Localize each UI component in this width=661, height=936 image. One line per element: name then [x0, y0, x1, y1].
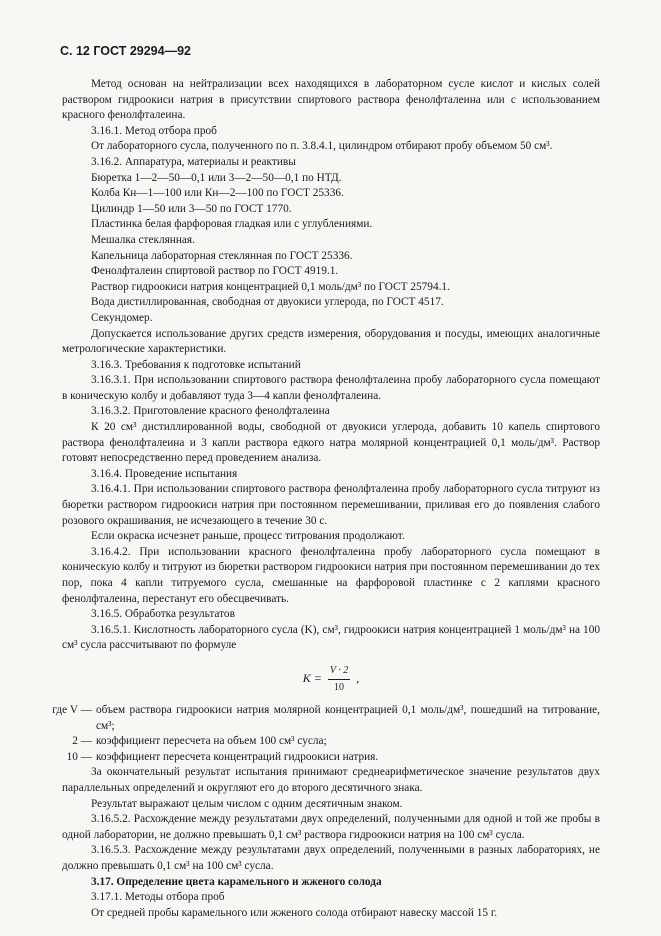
section-heading: 3.17. Определение цвета карамельного и жженого солода	[91, 875, 382, 888]
section-heading: 3.16.2. Аппаратура, материалы и реактивы	[91, 155, 296, 168]
paragraph: 3.16.5.3. Расхождение между результатами двух определений, полученными в разных лабораториях, не должно превышать 0,1 см³ на 100 см³ сусла.	[62, 844, 600, 872]
list-item: Раствор гидроокиси натрия концентрацией 0,1 моль/дм³ по ГОСТ 25794.1.	[91, 280, 450, 293]
legend-symbol: 2 —	[72, 735, 92, 748]
list-item: Секундомер.	[91, 311, 153, 324]
paragraph: 3.16.5.1. Кислотность лабораторного сусла (K), см³, гидроокиси натрия концентрацией 1 моль/дм³ на 100 см³ сусла рассчитывают по формуле	[62, 623, 600, 652]
list-item: Колба Кн—1—100 или Кн—2—100 по ГОСТ 25336.	[91, 187, 344, 200]
paragraph: Допускается использование других средств измерения, оборудования и посуды, имеющих аналогичные метрологические характеристики.	[62, 327, 600, 356]
formula-numerator: V · 2	[328, 663, 350, 680]
legend-text: объем раствора гидроокиси натрия молярной концентрацией 0,1 моль/дм³, пошедший на титрование, см³;	[96, 703, 600, 732]
section-heading: 3.16.5. Обработка результатов	[91, 608, 235, 621]
list-item: Вода дистиллированная, свободная от двуокиси углерода, по ГОСТ 4517.	[91, 296, 444, 309]
document-body	[52, 77, 600, 921]
legend-text: коэффициент пересчета концентраций гидроокиси натрия.	[96, 750, 379, 763]
paragraph: 3.16.5.2. Расхождение между результатами двух определений, полученными для одной и той же пробы в одной лаборатории, не должно превышать 0,1 см³ раствора гидроокиси натрия на 100 см³ сусла.	[62, 813, 600, 841]
legend-symbol: 10 —	[66, 750, 92, 763]
paragraph: От лабораторного сусла, полученного по п. 3.8.4.1, цилиндром отбирают пробу объемом 50 см³.	[91, 140, 553, 153]
list-item: Пластинка белая фарфоровая гладкая или с углублениями.	[91, 218, 373, 231]
formula-tail: ,	[356, 670, 360, 685]
section-heading: 3.16.3. Требования к подготовке испытаний	[91, 358, 301, 371]
paragraph: 3.16.3.1. При использовании спиртового раствора фенолфталеина пробу лабораторного сусла помещают в коническую колбу и добавляют туда 3—4 капли фенолфталеина.	[62, 374, 600, 402]
legend-row	[62, 750, 600, 766]
formula-fraction	[328, 663, 350, 695]
page-header: С. 12 ГОСТ 29294—92	[60, 44, 191, 58]
section-heading: 3.16.3.2. Приготовление красного фенолфталеина	[91, 405, 330, 418]
formula-lhs: K =	[302, 670, 322, 685]
section-heading: 3.16.1. Метод отбора проб	[91, 124, 217, 137]
legend-symbol: где V —	[52, 703, 92, 716]
paragraph: Результат выражают целым числом с одним десятичным знаком.	[91, 797, 403, 810]
paragraph: За окончательный результат испытания принимают среднеарифметическое значение результатов двух параллельных определений и округляют его до второго десятичного знака.	[62, 766, 600, 794]
list-item: Мешалка стеклянная.	[91, 233, 195, 246]
list-item: Фенолфталеин спиртовой раствор по ГОСТ 4919.1.	[91, 265, 339, 278]
list-item: Бюретка 1—2—50—0,1 или 3—2—50—0,1 по НТД.	[91, 171, 342, 184]
legend-text: коэффициент пересчета на объем 100 см³ сусла;	[96, 735, 327, 748]
formula-legend	[52, 703, 600, 765]
list-item: Цилиндр 1—50 или 3—50 по ГОСТ 1770.	[91, 202, 292, 215]
legend-row	[32, 703, 600, 734]
section-heading: 3.16.4. Проведение испытания	[91, 467, 238, 480]
paragraph: 3.16.4.2. При использовании красного фенолфталеина пробу лабораторного сусла помещают в коническую колбу и титруют из бюретки раствором гидроокиси натрия при постоянном перемешивании до тех пор, пока 4 капли титруемого сусла, смешанные на фарфоровой пластинке с 2 каплями красного фенолфталеина, перестанут его обесцвечивать.	[62, 545, 600, 605]
paragraph: 3.16.4.1. При использовании спиртового раствора фенолфталеина пробу лабораторного сусла титруют из бюретки раствором гидроокиси натрия при постоянном перемешивании, приливая его до появления слабого розового окрашивания, не исчезающего в течение 30 с.	[62, 483, 600, 527]
legend-row	[62, 734, 600, 750]
paragraph: Если окраска исчезнет раньше, процесс титрования продолжают.	[91, 530, 405, 543]
paragraph: От средней пробы карамельного или жженого солода отбирают навеску массой 15 г.	[91, 906, 498, 919]
paragraph: К 20 см³ дистиллированной воды, свободной от двуокиси углерода, добавить 10 капель спиртового раствора фенолфталеина и 3 капли раствора едкого натра молярной концентрацией 0,1 моль/дм³. Раствор готовят непосредственно перед проведением анализа.	[62, 421, 600, 465]
formula-denominator: 10	[334, 681, 345, 693]
paragraph: Метод основан на нейтрализации всех находящихся в лабораторном сусле кислот и кислых солей раствором гидроокиси натрия в присутствии спиртового раствора фенолфталеина или с использованием красного фенолфталеина.	[62, 78, 600, 122]
formula	[62, 663, 600, 695]
section-heading: 3.17.1. Методы отбора проб	[91, 891, 225, 904]
list-item: Капельница лабораторная стеклянная по ГОСТ 25336.	[91, 249, 353, 262]
